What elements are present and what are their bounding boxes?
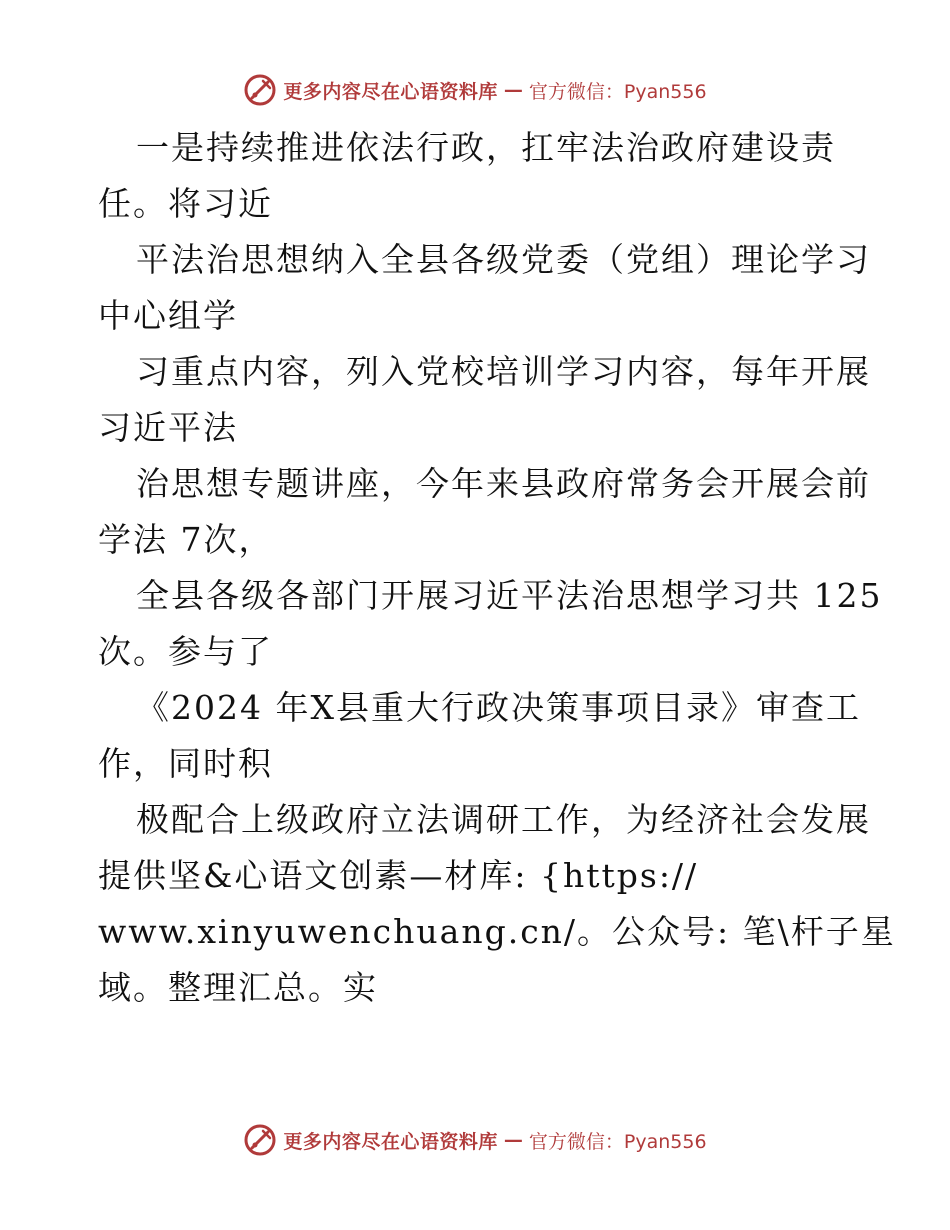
text-line: 作，同时积 [98,744,273,783]
text-line: 提供坚&心语文创素—材库: {https:// [98,856,699,895]
text-line: 任。将习近 [98,184,273,223]
text-line: 全县各级各部门开展习近平法治思想学习共 125 [136,576,883,615]
footer-dash: — [503,1129,523,1151]
text-line: www.xinyuwenchuang.cn/。公众号: 笔\杆子星 [98,912,896,951]
text-line: 平法治思想纳入全县各级党委（党组）理论学习 [136,240,871,279]
text-line: 习重点内容，列入党校培训学习内容，每年开展 [136,352,871,391]
document-body [98,120,896,1016]
text-line: 域。整理汇总。实 [98,968,378,1007]
text-line: 极配合上级政府立法调研工作，为经济社会发展 [136,800,871,839]
brand-logo-icon [243,1123,277,1157]
header-site-name: 更多内容尽在心语资料库 [283,80,498,103]
footer-banner-inner [243,1123,706,1157]
brand-logo-icon [243,73,277,107]
header-banner [0,70,950,110]
text-line: 次。参与了 [98,632,273,671]
text-line: 学法 7次， [98,520,274,559]
text-line: 习近平法 [98,408,238,447]
text-line: 一是持续推进依法行政，扛牢法治政府建设责 [136,128,836,167]
footer-contact: 官方微信：Pyan556 [528,1130,707,1153]
header-contact: 官方微信：Pyan556 [528,80,707,103]
text-line: 治思想专题讲座，今年来县政府常务会开展会前 [136,464,871,503]
header-dash: — [503,79,523,101]
text-line: 中心组学 [98,296,238,335]
footer-site-name: 更多内容尽在心语资料库 [283,1130,498,1153]
footer-banner [0,1120,950,1160]
header-banner-inner [243,73,706,107]
text-line: 《2024 年X县重大行政决策事项目录》审查工 [136,688,861,727]
